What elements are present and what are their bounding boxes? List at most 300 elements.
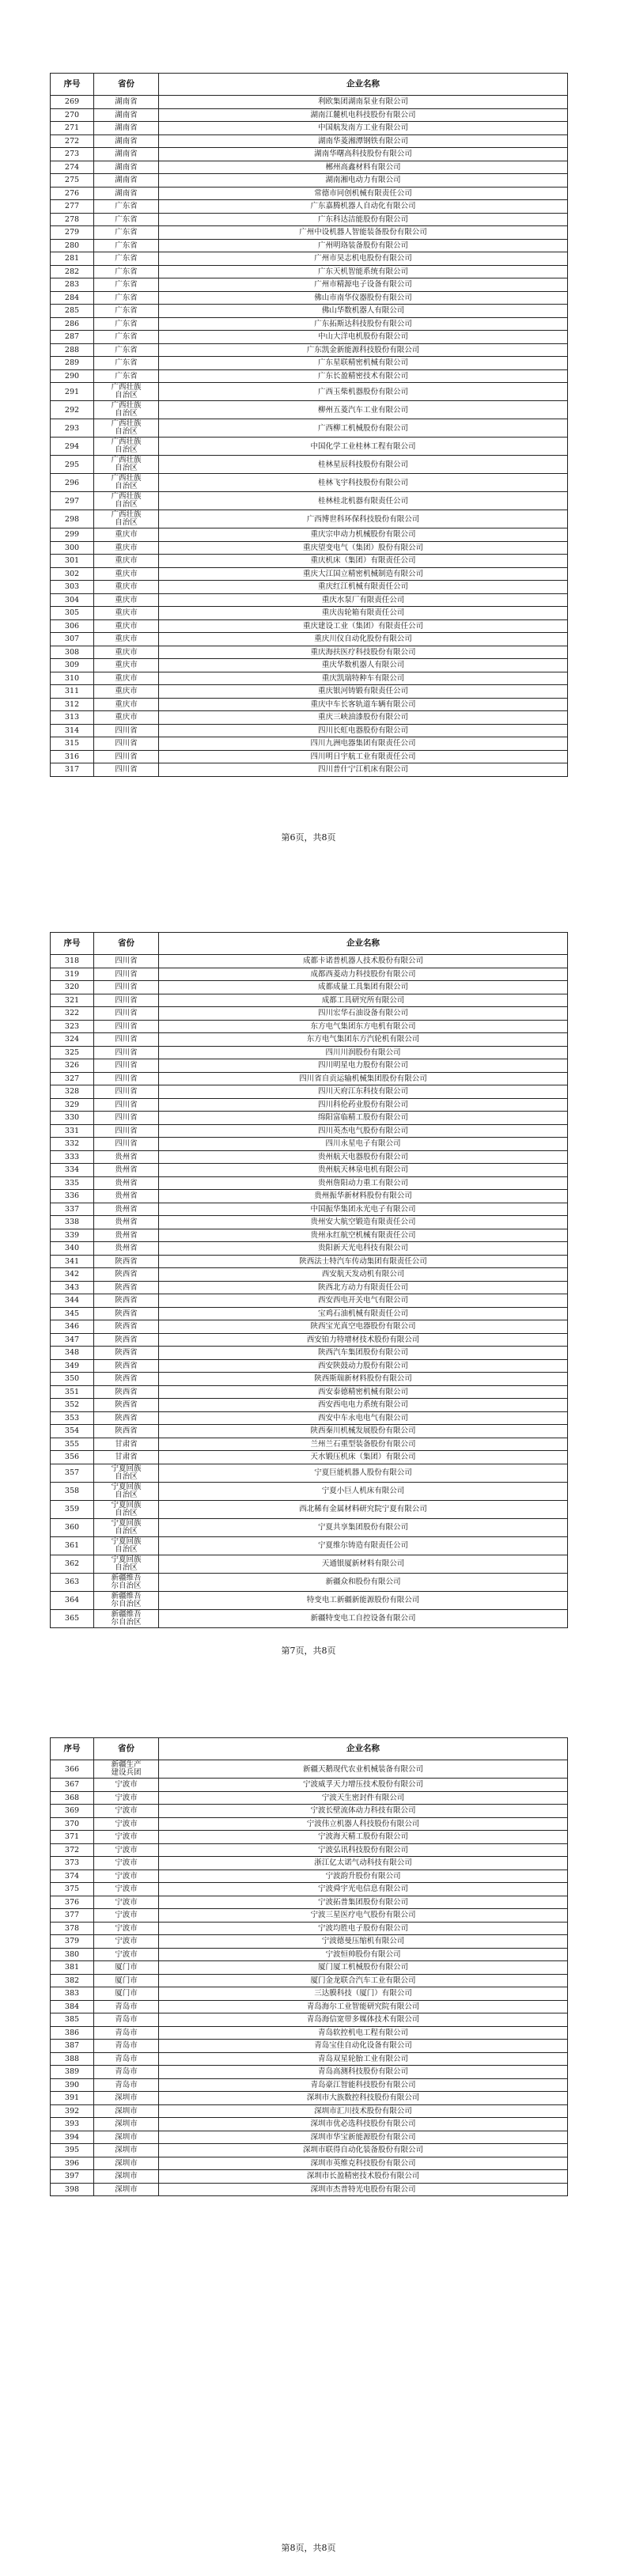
row-company bbox=[159, 1935, 568, 1949]
row-company bbox=[159, 1112, 568, 1125]
row-number-text: 283 bbox=[64, 280, 80, 290]
row-company-text: 成都卡诺普机器人技术股份有限公司 bbox=[302, 957, 423, 966]
row-number bbox=[51, 1281, 94, 1294]
row-province-text: 青岛市 bbox=[115, 2002, 138, 2011]
row-number bbox=[51, 968, 94, 981]
row-company-text: 深圳市杰普特光电股份有限公司 bbox=[310, 2184, 416, 2194]
row-province-text: 贵州省 bbox=[115, 1178, 138, 1188]
table-row bbox=[51, 1229, 568, 1242]
row-company-text: 桂林星辰科技股份有限公司 bbox=[317, 460, 408, 469]
row-company bbox=[159, 419, 568, 438]
row-company-text: 深圳市优必选科技股份有限公司 bbox=[310, 2120, 416, 2129]
row-province bbox=[94, 633, 159, 646]
row-number-text: 395 bbox=[64, 2146, 80, 2155]
table-row bbox=[51, 1176, 568, 1190]
row-number-text: 362 bbox=[64, 1559, 80, 1568]
row-province bbox=[94, 567, 159, 581]
table-row bbox=[51, 401, 568, 419]
row-company bbox=[159, 1869, 568, 1883]
table-row bbox=[51, 252, 568, 266]
table-row bbox=[51, 2000, 568, 2013]
row-company-text: 新疆天鹅现代农业机械装备有限公司 bbox=[302, 1764, 423, 1774]
row-province bbox=[94, 1333, 159, 1347]
row-province-text: 宁波市 bbox=[115, 1845, 138, 1854]
table-row bbox=[51, 174, 568, 188]
row-province-text: 贵州省 bbox=[115, 1152, 138, 1161]
row-company bbox=[159, 1464, 568, 1482]
row-company bbox=[159, 1072, 568, 1085]
row-number-text: 357 bbox=[64, 1468, 80, 1477]
row-number bbox=[51, 1518, 94, 1536]
table-row bbox=[51, 108, 568, 122]
row-company bbox=[159, 646, 568, 659]
row-company-text: 广西柳工机械股份有限公司 bbox=[317, 423, 408, 433]
table-row bbox=[51, 161, 568, 174]
row-number bbox=[51, 1438, 94, 1451]
row-number-text: 278 bbox=[64, 214, 80, 224]
row-company bbox=[159, 438, 568, 456]
row-province bbox=[94, 1347, 159, 1360]
row-province bbox=[94, 1033, 159, 1047]
table-row bbox=[51, 659, 568, 672]
row-number bbox=[51, 1805, 94, 1818]
table-row bbox=[51, 2013, 568, 2027]
row-company-text: 广州中设机器人智能装备股份有限公司 bbox=[299, 228, 427, 237]
row-number bbox=[51, 1359, 94, 1373]
row-company-text: 桂林飞宇科技股份有限公司 bbox=[317, 478, 408, 487]
row-company bbox=[159, 1046, 568, 1059]
row-province bbox=[94, 200, 159, 214]
row-province-text: 深圳市 bbox=[115, 2120, 138, 2129]
row-number-text: 332 bbox=[64, 1139, 80, 1149]
row-province bbox=[94, 1216, 159, 1229]
row-province-text: 甘肃省 bbox=[115, 1439, 138, 1449]
row-number bbox=[51, 291, 94, 305]
row-company-text: 四川永星电子有限公司 bbox=[325, 1139, 401, 1149]
row-company bbox=[159, 1974, 568, 1987]
row-number bbox=[51, 122, 94, 135]
table-row bbox=[51, 1464, 568, 1482]
row-company-text: 西安西电开关电气有限公司 bbox=[317, 1296, 408, 1305]
table-row bbox=[51, 555, 568, 568]
row-company-text: 宁波弘讯科技股份有限公司 bbox=[317, 1845, 408, 1854]
row-province-text: 重庆市 bbox=[115, 699, 138, 709]
row-company-text: 深圳市汇川技术股份有限公司 bbox=[314, 2106, 412, 2116]
row-company-text: 重庆大江国立精密机械制造有限公司 bbox=[302, 569, 423, 578]
row-number bbox=[51, 317, 94, 331]
row-province-text: 广东省 bbox=[115, 371, 138, 381]
row-number bbox=[51, 456, 94, 474]
row-company bbox=[159, 607, 568, 620]
table-row bbox=[51, 2066, 568, 2079]
row-company-text: 特变电工新疆新能源股份有限公司 bbox=[306, 1596, 420, 1604]
row-company-text: 厦门金龙联合汽车工业有限公司 bbox=[310, 1976, 416, 1985]
table-row bbox=[51, 1359, 568, 1373]
row-province-text: 四川省 bbox=[115, 969, 138, 979]
row-number-text: 273 bbox=[64, 150, 80, 159]
row-number-text: 347 bbox=[64, 1335, 80, 1344]
row-company bbox=[159, 724, 568, 737]
row-province bbox=[94, 2078, 159, 2092]
row-number bbox=[51, 1150, 94, 1164]
row-province-text: 湖南省 bbox=[115, 123, 138, 133]
row-company bbox=[159, 1909, 568, 1923]
row-province-text: 广西壮族自治区 bbox=[111, 383, 142, 400]
row-number-text: 335 bbox=[64, 1178, 80, 1188]
table-row bbox=[51, 1909, 568, 1923]
row-province-text: 四川省 bbox=[115, 983, 138, 992]
row-company bbox=[159, 737, 568, 751]
row-number bbox=[51, 1883, 94, 1896]
row-province bbox=[94, 1320, 159, 1334]
row-company-text: 贵州永红航空机械有限责任公司 bbox=[310, 1230, 416, 1240]
row-province bbox=[94, 438, 159, 456]
row-province-text: 四川省 bbox=[115, 1021, 138, 1031]
table-row bbox=[51, 369, 568, 383]
row-number bbox=[51, 1072, 94, 1085]
row-company bbox=[159, 401, 568, 419]
row-province-text: 新疆维吾尔自治区 bbox=[111, 1609, 142, 1627]
row-province bbox=[94, 581, 159, 594]
row-province-text: 陕西省 bbox=[115, 1374, 138, 1384]
row-number-text: 341 bbox=[64, 1256, 80, 1266]
row-company bbox=[159, 456, 568, 474]
row-company-text: 西安泰德精密机械有限公司 bbox=[317, 1387, 408, 1396]
table-row bbox=[51, 1817, 568, 1831]
row-province-text: 广西壮族自治区 bbox=[111, 456, 142, 472]
row-province-text: 陕西省 bbox=[115, 1296, 138, 1305]
row-number-text: 282 bbox=[64, 267, 80, 276]
row-number-text: 301 bbox=[64, 556, 80, 566]
table-row bbox=[51, 357, 568, 370]
row-province-text: 重庆市 bbox=[115, 543, 138, 552]
row-number bbox=[51, 2013, 94, 2027]
row-number-text: 390 bbox=[64, 2080, 80, 2089]
row-number-text: 308 bbox=[64, 647, 80, 657]
row-province-text: 陕西省 bbox=[115, 1282, 138, 1292]
row-company bbox=[159, 1281, 568, 1294]
row-province-text: 广东省 bbox=[115, 254, 138, 263]
row-province-text: 新疆生产建设兵团 bbox=[111, 1760, 142, 1777]
row-province-text: 宁波市 bbox=[115, 1806, 138, 1816]
row-company bbox=[159, 2013, 568, 2027]
row-number bbox=[51, 2157, 94, 2170]
row-company-text: 宁波舜宇光电信息有限公司 bbox=[317, 1885, 408, 1894]
row-number-text: 345 bbox=[64, 1309, 80, 1318]
row-company bbox=[159, 343, 568, 357]
row-number bbox=[51, 1779, 94, 1792]
row-province-text: 贵州省 bbox=[115, 1165, 138, 1175]
row-company bbox=[159, 2170, 568, 2184]
row-number-text: 280 bbox=[64, 241, 80, 250]
row-province-text: 重庆市 bbox=[115, 608, 138, 618]
row-company-text: 成都工具研究所有限公司 bbox=[321, 995, 405, 1005]
row-number-text: 300 bbox=[64, 543, 80, 552]
row-company-text: 浙江亿太诺气动科技有限公司 bbox=[314, 1858, 412, 1868]
row-company-text: 四川天府江东科技有限公司 bbox=[317, 1087, 408, 1097]
row-number bbox=[51, 1411, 94, 1425]
row-company-text: 湖南江麓机电科技股份有限公司 bbox=[310, 110, 416, 119]
row-province-text: 四川省 bbox=[115, 1047, 138, 1057]
row-province-text: 四川省 bbox=[115, 1061, 138, 1070]
row-province bbox=[94, 1857, 159, 1870]
row-number-text: 346 bbox=[64, 1322, 80, 1332]
row-number-text: 330 bbox=[64, 1113, 80, 1123]
table-row bbox=[51, 1164, 568, 1177]
row-company bbox=[159, 1518, 568, 1536]
company-table bbox=[50, 932, 568, 1628]
row-province-text: 深圳市 bbox=[115, 2146, 138, 2155]
row-company bbox=[159, 1817, 568, 1831]
row-number bbox=[51, 148, 94, 161]
row-province bbox=[94, 1020, 159, 1033]
row-number-text: 336 bbox=[64, 1191, 80, 1201]
header-company: 企业名称 bbox=[159, 74, 568, 96]
row-number-text: 389 bbox=[64, 2067, 80, 2077]
row-province bbox=[94, 750, 159, 763]
row-number-text: 368 bbox=[64, 1793, 80, 1802]
row-number-text: 356 bbox=[64, 1453, 80, 1462]
row-province bbox=[94, 2104, 159, 2118]
row-province bbox=[94, 541, 159, 555]
row-number bbox=[51, 474, 94, 492]
row-number bbox=[51, 1987, 94, 2001]
row-number bbox=[51, 1347, 94, 1360]
row-number bbox=[51, 619, 94, 633]
row-company-text: 陕西北方动力有限责任公司 bbox=[317, 1282, 408, 1292]
row-number bbox=[51, 1869, 94, 1883]
row-company bbox=[159, 1385, 568, 1399]
row-number-text: 379 bbox=[64, 1937, 80, 1946]
table-row bbox=[51, 1085, 568, 1099]
row-number-text: 284 bbox=[64, 293, 80, 302]
row-company-text: 青岛软控机电工程有限公司 bbox=[317, 2028, 408, 2037]
row-company bbox=[159, 1482, 568, 1500]
table-row bbox=[51, 672, 568, 685]
row-company bbox=[159, 278, 568, 292]
table-row bbox=[51, 1320, 568, 1334]
row-province bbox=[94, 2183, 159, 2196]
table-row bbox=[51, 646, 568, 659]
row-number bbox=[51, 2052, 94, 2066]
table-row bbox=[51, 1482, 568, 1500]
row-province-text: 广东省 bbox=[115, 202, 138, 211]
row-province-text: 贵州省 bbox=[115, 1218, 138, 1227]
row-province-text: 重庆市 bbox=[115, 595, 138, 604]
row-company bbox=[159, 528, 568, 542]
row-province bbox=[94, 474, 159, 492]
row-number bbox=[51, 1307, 94, 1320]
row-province bbox=[94, 1098, 159, 1112]
row-company-text: 中国振华集团永光电子有限公司 bbox=[310, 1204, 416, 1214]
row-company-text: 青岛海信宽带多媒体技术有限公司 bbox=[306, 2015, 420, 2025]
row-company bbox=[159, 2026, 568, 2040]
table-header bbox=[51, 1738, 568, 1760]
row-company bbox=[159, 265, 568, 278]
row-company-text: 宁波均胜电子股份有限公司 bbox=[317, 1923, 408, 1933]
row-province-text: 陕西省 bbox=[115, 1270, 138, 1279]
row-number bbox=[51, 1817, 94, 1831]
row-number-text: 275 bbox=[64, 176, 80, 185]
row-province bbox=[94, 2118, 159, 2131]
row-number bbox=[51, 724, 94, 737]
row-province bbox=[94, 148, 159, 161]
row-number bbox=[51, 305, 94, 318]
row-province bbox=[94, 1609, 159, 1627]
row-company bbox=[159, 1333, 568, 1347]
row-number-text: 334 bbox=[64, 1165, 80, 1175]
row-company bbox=[159, 96, 568, 109]
row-number bbox=[51, 1482, 94, 1500]
row-company-text: 重庆三峡油漆股份有限公司 bbox=[317, 713, 408, 722]
row-company-text: 宁波伟立机器人科技股份有限公司 bbox=[306, 1819, 420, 1828]
row-number bbox=[51, 1760, 94, 1779]
row-company bbox=[159, 1150, 568, 1164]
table-row bbox=[51, 685, 568, 699]
row-company bbox=[159, 1536, 568, 1555]
row-company bbox=[159, 541, 568, 555]
row-province bbox=[94, 1779, 159, 1792]
row-company-text: 广东长盈精密技术有限公司 bbox=[317, 371, 408, 381]
row-province bbox=[94, 1843, 159, 1857]
row-province-text: 宁波市 bbox=[115, 1780, 138, 1790]
row-number bbox=[51, 1242, 94, 1256]
table-row bbox=[51, 1020, 568, 1033]
row-number bbox=[51, 343, 94, 357]
row-company bbox=[159, 1779, 568, 1792]
row-company bbox=[159, 672, 568, 685]
row-province-text: 深圳市 bbox=[115, 2184, 138, 2194]
row-number bbox=[51, 737, 94, 751]
row-number-text: 393 bbox=[64, 2120, 80, 2129]
table-row bbox=[51, 968, 568, 981]
row-number-text: 294 bbox=[64, 441, 80, 451]
table-row bbox=[51, 1555, 568, 1573]
row-province bbox=[94, 1007, 159, 1021]
row-company bbox=[159, 659, 568, 672]
row-province-text: 广东省 bbox=[115, 319, 138, 328]
row-province-text: 重庆市 bbox=[115, 556, 138, 566]
row-company-text: 青岛高测科技股份有限公司 bbox=[317, 2067, 408, 2077]
row-number-text: 338 bbox=[64, 1218, 80, 1227]
row-number bbox=[51, 1961, 94, 1975]
row-company bbox=[159, 2104, 568, 2118]
row-number bbox=[51, 1320, 94, 1334]
table-row bbox=[51, 1961, 568, 1975]
row-company bbox=[159, 2052, 568, 2066]
row-number-text: 375 bbox=[64, 1885, 80, 1894]
row-province-text: 四川省 bbox=[115, 752, 138, 761]
row-company bbox=[159, 1883, 568, 1896]
row-company-text: 天水锻压机床（集团）有限公司 bbox=[310, 1453, 416, 1462]
row-number-text: 333 bbox=[64, 1152, 80, 1161]
row-province-text: 宁夏回族自治区 bbox=[111, 1555, 142, 1572]
table-row bbox=[51, 1373, 568, 1386]
row-number bbox=[51, 401, 94, 419]
row-province-text: 新疆维吾尔自治区 bbox=[111, 1573, 142, 1590]
table-row bbox=[51, 1307, 568, 1320]
row-province-text: 新疆维吾尔自治区 bbox=[111, 1591, 142, 1608]
row-number-text: 312 bbox=[64, 699, 80, 709]
row-company bbox=[159, 331, 568, 344]
row-province bbox=[94, 994, 159, 1007]
row-company-text: 广州市精源电子设备有限公司 bbox=[314, 280, 412, 290]
row-number bbox=[51, 1425, 94, 1438]
row-number bbox=[51, 2026, 94, 2040]
row-province bbox=[94, 1974, 159, 1987]
row-province bbox=[94, 1294, 159, 1308]
row-company-text: 广东凯金新能源科技股份有限公司 bbox=[306, 345, 420, 354]
row-province-text: 宁波市 bbox=[115, 1858, 138, 1868]
row-company-text: 中国化学工业桂林工程有限公司 bbox=[310, 441, 416, 451]
row-number-text: 288 bbox=[64, 345, 80, 354]
row-company-text: 宁波长壁流体动力科技有限公司 bbox=[310, 1806, 416, 1816]
row-company bbox=[159, 305, 568, 318]
row-number-text: 391 bbox=[64, 2093, 80, 2103]
row-company bbox=[159, 510, 568, 528]
row-number-text: 290 bbox=[64, 371, 80, 381]
row-company bbox=[159, 134, 568, 148]
row-province bbox=[94, 331, 159, 344]
row-number-text: 323 bbox=[64, 1021, 80, 1031]
row-company-text: 重庆齿轮箱有限责任公司 bbox=[321, 608, 405, 618]
row-province bbox=[94, 1438, 159, 1451]
row-province bbox=[94, 1961, 159, 1975]
row-company-text: 三达膜科技（厦门）有限公司 bbox=[314, 1989, 412, 1998]
row-number bbox=[51, 278, 94, 292]
row-province bbox=[94, 369, 159, 383]
row-province-text: 广西壮族自治区 bbox=[111, 474, 142, 491]
row-company-text: 常德市同创机械有限责任公司 bbox=[314, 188, 412, 198]
row-number-text: 289 bbox=[64, 358, 80, 368]
row-province bbox=[94, 1085, 159, 1099]
row-number-text: 320 bbox=[64, 983, 80, 992]
row-number bbox=[51, 711, 94, 725]
row-province bbox=[94, 1411, 159, 1425]
row-company bbox=[159, 1242, 568, 1256]
row-number-text: 309 bbox=[64, 661, 80, 670]
table-row bbox=[51, 1281, 568, 1294]
row-company bbox=[159, 1857, 568, 1870]
row-number bbox=[51, 1909, 94, 1923]
row-company bbox=[159, 581, 568, 594]
row-company-text: 重庆川仪自动化股份有限公司 bbox=[314, 635, 412, 644]
row-province bbox=[94, 305, 159, 318]
row-province bbox=[94, 763, 159, 777]
row-province bbox=[94, 456, 159, 474]
table-row bbox=[51, 2170, 568, 2184]
table-row bbox=[51, 1190, 568, 1203]
row-company bbox=[159, 1190, 568, 1203]
row-province bbox=[94, 291, 159, 305]
row-number bbox=[51, 672, 94, 685]
row-province bbox=[94, 108, 159, 122]
table-row bbox=[51, 2026, 568, 2040]
table-row bbox=[51, 1255, 568, 1268]
row-company-text: 中山大洋电机股份有限公司 bbox=[317, 332, 408, 342]
row-province bbox=[94, 1307, 159, 1320]
row-province bbox=[94, 1536, 159, 1555]
row-number bbox=[51, 1373, 94, 1386]
row-province-text: 重庆市 bbox=[115, 582, 138, 592]
table-row bbox=[51, 1896, 568, 1909]
row-company-text: 广州市昊志机电股份有限公司 bbox=[314, 254, 412, 263]
row-company bbox=[159, 1294, 568, 1308]
row-company-text: 宁夏巨能机器人股份有限公司 bbox=[314, 1468, 412, 1477]
row-number-text: 306 bbox=[64, 621, 80, 631]
row-company-text: 贵阳新天光电科技有限公司 bbox=[317, 1244, 408, 1253]
row-company-text: 深圳市长盈精密技术股份有限公司 bbox=[306, 2172, 420, 2181]
